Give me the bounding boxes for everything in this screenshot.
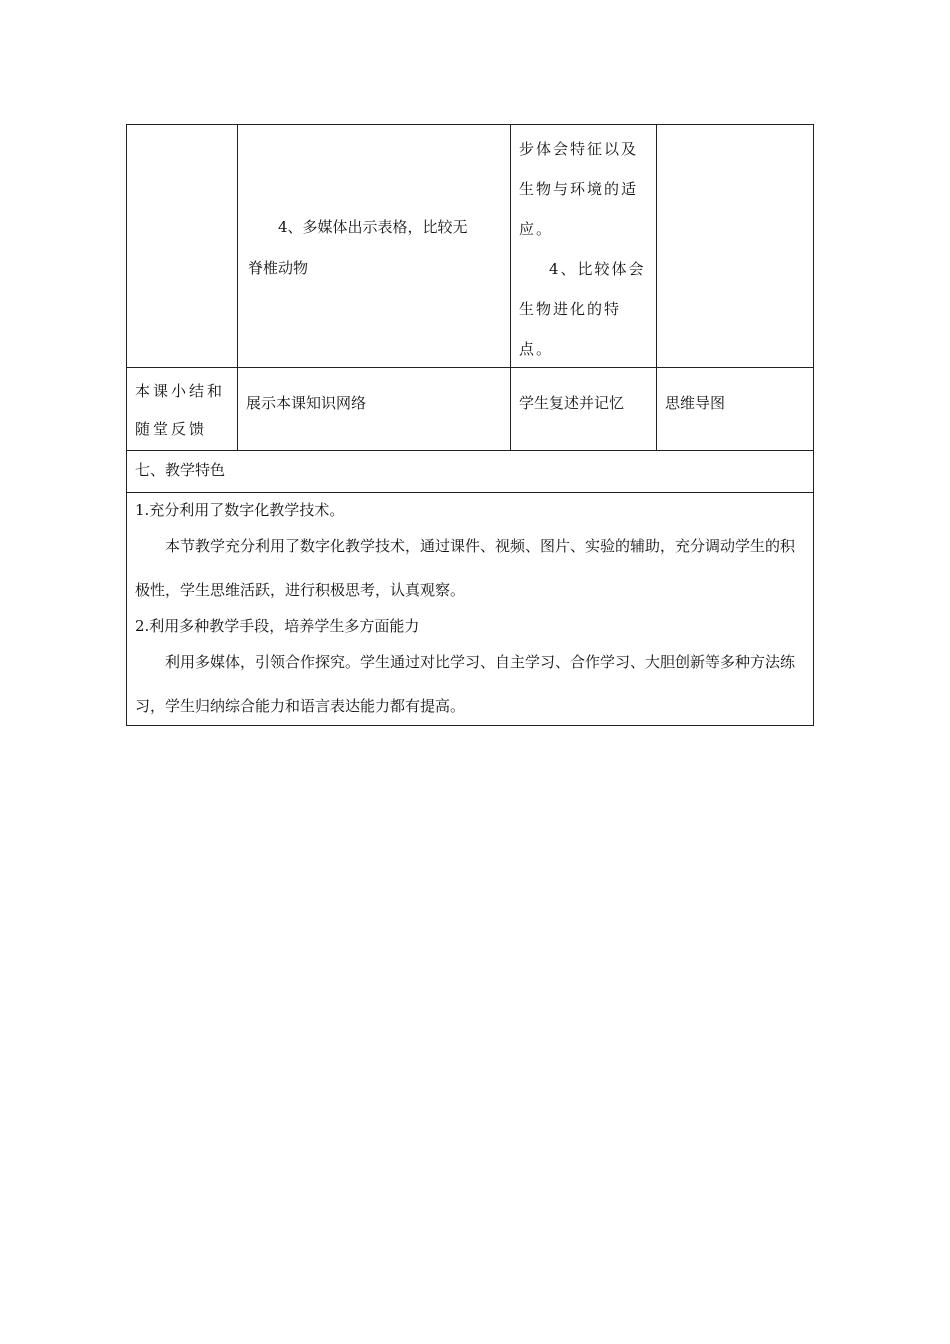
feature-paragraph-1: 本节教学充分利用了数字化教学技术，通过课件、视频、图片、实验的辅助，充分调动学生的积极性，学生思维活跃，进行积极思考，认真观察。	[135, 537, 796, 599]
student-activity-cell	[511, 125, 657, 367]
table-row-activity-4	[127, 125, 813, 368]
feature-heading-1: 1.充分利用了数字化教学技术。	[135, 501, 345, 519]
teaching-features-row	[127, 493, 813, 725]
teaching-features-cell	[127, 493, 813, 725]
student-activity-line: 生物与环境的适	[519, 180, 639, 198]
stage-label-line: 本课小结和	[135, 382, 226, 400]
student-activity-line: 4、比较体会	[549, 260, 646, 278]
section-title: 七、教学特色	[135, 461, 226, 479]
design-intent-cell-empty	[657, 125, 813, 367]
teacher-activity-cell: 展示本课知识网络	[238, 368, 511, 450]
teacher-activity-line: 脊椎动物	[248, 259, 309, 277]
lesson-plan-table	[126, 124, 814, 726]
teacher-activity-cell	[238, 125, 511, 367]
student-activity-line: 应。	[519, 220, 554, 238]
student-activity-cell: 学生复述并记忆	[511, 368, 657, 450]
feature-heading-2: 2.利用多种教学手段，培养学生多方面能力	[135, 617, 420, 635]
student-activity-line: 生物进化的特	[519, 300, 622, 318]
table-row-summary	[127, 368, 813, 451]
stage-cell-empty	[127, 125, 238, 367]
stage-label-line: 随堂反馈	[135, 420, 208, 438]
design-intent-cell: 思维导图	[665, 394, 726, 412]
teacher-activity-line: 4、多媒体出示表格，比较无	[278, 218, 468, 236]
section-heading-row	[127, 451, 813, 493]
student-activity-line: 步体会特征以及	[519, 140, 639, 158]
student-activity-line: 点。	[519, 340, 554, 358]
feature-paragraph-2: 利用多媒体，引领合作探究。学生通过对比学习、自主学习、合作学习、大胆创新等多种方法练习，学生归纳综合能力和语言表达能力都有提高。	[135, 653, 796, 715]
stage-cell-summary	[127, 368, 238, 450]
